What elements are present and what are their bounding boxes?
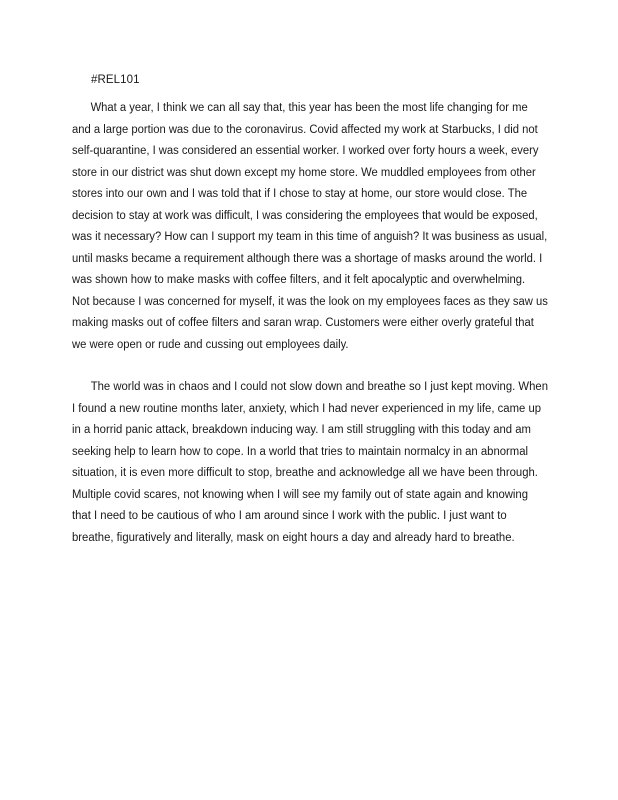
text-line: breathe, figuratively and literally, mask on eight hours a day and already hard to breathe. [72,531,515,544]
text-line: store in our district was shut down except my home store. We muddled employees from other [72,166,536,179]
text-line: was shown how to make masks with coffee filters, and it felt apocalyptic and overwhelming. [72,274,526,286]
text-line: The world was in chaos and I could not slow down and breathe so I just kept moving. When [90,381,548,393]
text-line: that I need to be cautious of who I am around since I work with the public. I just want to [72,510,507,522]
document-heading: #REL101 [91,74,140,86]
text-line: was it necessary? How can I support my team in this time of anguish? It was business as usual, [72,231,548,243]
paragraph-2 [72,377,556,549]
text-line: in a horrid panic attack, breakdown inducing way. I am still struggling with this today and am [72,424,531,436]
text-line: I found a new routine months later, anxiety, which I had never experienced in my life, came up [72,402,542,415]
text-line: we were open or rude and cussing out employees daily. [72,338,349,351]
text-line: self-quarantine, I was considered an essential worker. I worked over forty hours a week, every [72,145,539,157]
text-line: What a year, I think we can all say that, this year has been the most life changing for me [90,102,528,114]
text-line: until masks became a requirement although there was a shortage of masks around the world. I [72,252,543,265]
text-line: situation, it is even more difficult to stop, breathe and acknowledge all we have been through. [72,467,538,479]
text-line: and a large portion was due to the coronavirus. Covid affected my work at Starbucks, I did not [72,123,538,136]
text-line: stores into our own and I was told that if I chose to stay at home, our store would close. The [72,188,528,200]
text-line: seeking help to learn how to cope. In a world that tries to maintain normalcy in an abnormal [72,445,529,458]
text-line: decision to stay at work was difficult, I was considering the employees that would be exposed, [72,209,538,222]
paragraph-1 [72,98,559,356]
text-line: Multiple covid scares, not knowing when I will see my family out of state again and knowing [72,488,529,501]
text-line: Not because I was concerned for myself, it was the look on my employees faces as they saw us [72,295,548,308]
text-line: making masks out of coffee filters and saran wrap. Customers were either overly grateful that [72,317,534,329]
